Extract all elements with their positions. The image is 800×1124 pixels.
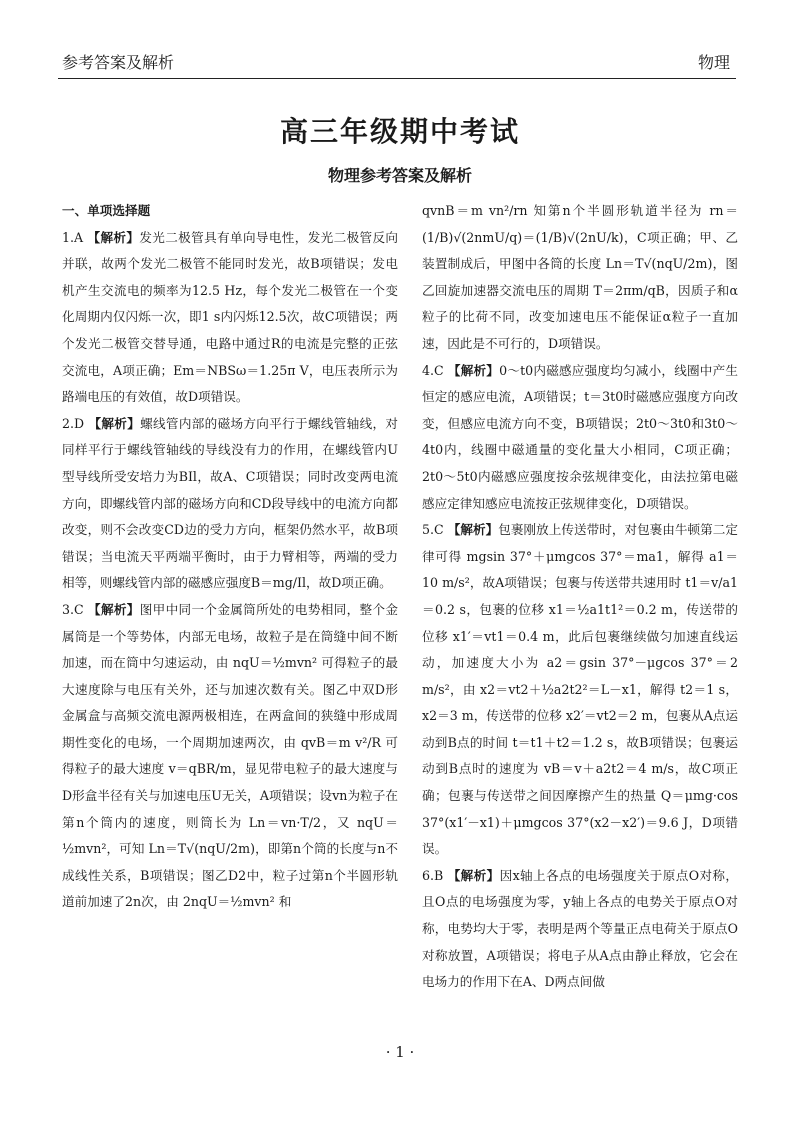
item-tag: 【解析】 [88,601,140,617]
item-answer: C [434,362,444,378]
item-answer: A [74,229,84,245]
item-number: 2. [62,415,75,431]
item-tag: 【解析】 [88,415,141,431]
item-number: 5. [422,522,435,538]
item-answer: C [434,522,444,538]
header-left: 参考答案及解析 [62,53,175,72]
answer-item-4 [422,358,738,518]
item-text: 因x轴上各点的电场强度关于原点O对称，且O点的电场强度为零，y轴上各点的电势关于原点O对称，电势均大于零，表明是两个等量正点电荷关于原点O对称放置，A项错误；将电子从A点由静止释放，它会在电场力的作用下在A、D两点间做 [422,867,738,990]
item-text: 包裹刚放上传送带时，对包裹由牛顿第二定律可得 mgsin 37°＋μmgcos 37°＝ma1，解得 a1＝10 m/s²，故A项错误；包裹与传送带共速用时 t1＝v/a1＝0.2 s，包裹的位移 x1＝½a1t1²＝0.2 m，传送带的位移 x1′＝vt1＝0.4 m，此后包裹继续做匀加速直线运动，加速度大小为 a2＝gsin 37°－μgcos 37°＝2 m/s²，由 x2＝vt2＋½a2t2²＝L－x1，解得 t2＝1 s，x2＝3 m，传送带的位移 x2′＝vt2＝2 m，包裹从A点运动到B点的时间 t＝t1＋t2＝1.2 s，故B项错误；包裹运动到B点时的速度为 vB＝v＋a2t2＝4 m/s，故C项正确；包裹与传送带之间因摩擦产生的热量 Q＝μmg·cos 37°(x1′－x1)＋μmgcos 37°(x2－x2′)＝9.6 J，D项错误。 [422,522,739,857]
item-answer: D [74,415,85,431]
answer-item-3-continued [422,198,738,358]
section-heading: 一、单项选择题 [62,203,151,218]
answer-item-6 [422,863,738,996]
item-number: 6. [422,867,435,883]
header-divider [58,78,736,79]
item-text: 发光二极管具有单向导电性，发光二极管反向并联，故两个发光二极管不能同时发光，故B项错误；发电机产生交流电的频率为12.5 Hz，每个发光二极管在一个变化周期内仅闪烁一次，即1 s内闪烁12.5次，故C项错误；两个发光二极管交替导通，电路中通过R的电流是完整的正弦交流电，A项正确；Em＝NBSω＝1.25π V，电压表所示为路端电压的有效值，故D项错误。 [62,229,399,405]
item-number: 3. [62,601,75,617]
item-number: 1. [62,229,75,245]
item-text: 0～t0内磁感应强度均匀减小，线圈中产生恒定的感应电流，A项错误；t＝3t0时磁感应强度方向改变，但感应电流方向不变，B项错误；2t0～3t0和3t0～4t0内，线圈中磁通量的变化量大小相同，C项正确；2t0～5t0内磁感应强度按余弦规律变化，由法拉第电磁感应定律知感应电流按正弦规律变化，D项错误。 [422,362,738,511]
item-tag: 【解析】 [447,867,500,883]
answer-item-1 [62,225,398,411]
page-number: · 1 · [385,1043,415,1061]
page-subtitle: 物理参考答案及解析 [327,166,472,185]
answer-item-5 [422,517,738,863]
item-tag: 【解析】 [447,522,499,538]
page-title: 高三年级期中考试 [279,115,520,148]
answer-item-3 [62,597,398,916]
item-text: qvnB＝m vn²/rn 知第n个半圆形轨道半径为 rn＝(1/B)√(2nmU/q)＝(1/B)√(2nU/k)，C项正确；甲、乙装置制成后，甲图中各筒的长度 Ln＝T√(nqU/2m)，图乙回旋加速器交流电压的周期 T＝2πm/qB，因质子和α粒子的比荷不同，改变加速电压不能保证α粒子一直加速，因此是不可行的，D项错误。 [422,203,738,351]
item-number: 4. [422,362,435,378]
answer-item-2 [62,411,398,597]
item-text: 图甲中同一个金属筒所处的电势相同，整个金属筒是一个等势体，内部无电场，故粒子是在筒缝中间不断加速，而在筒中匀速运动，由 nqU＝½mvn² 可得粒子的最大速度除与电压有关外，还与加速次数有关。图乙中双D形金属盒与高频交流电源两极相连，在两盒间的狭缝中形成周期性变化的电场，一个周期加速两次，由 qvB＝m v²/R 可得粒子的最大速度 v＝qBR/m，显见带电粒子的最大速度与D形盒半径有关与加速电压U无关，A项错误；设vn为粒子在第n个筒内的速度，则筒长为 Ln＝vn·T/2，又 nqU＝½mvn²，可知 Ln＝T√(nqU/2m)，即第n个筒的长度与n不成线性关系，B项错误；图乙D2中，粒子过第n个半圆形轨道前加速了2n次，由 2nqU＝½mvn² 和 [62,601,398,910]
item-answer: C [74,601,84,617]
item-answer: B [434,867,444,883]
left-column [62,198,398,916]
right-column [422,198,738,996]
item-text: 螺线管内部的磁场方向平行于螺线管轴线，对同样平行于螺线管轴线的导线没有力的作用，在螺线管内U型导线所受安培力为BIl，故A、C项错误；同时改变两电流方向，即螺线管内部的磁场方向和CD段导线中的电流方向都改变，则不会改变CD边的受力方向，框架仍然水平，故B项错误；当电流天平两端平衡时，由于力臂相等，两端的受力相等，则螺线管内部的磁感应强度B＝mg/Il，故D项正确。 [62,415,398,591]
item-tag: 【解析】 [87,229,140,245]
item-tag: 【解析】 [447,362,500,378]
header-subject: 物理 [697,53,730,72]
